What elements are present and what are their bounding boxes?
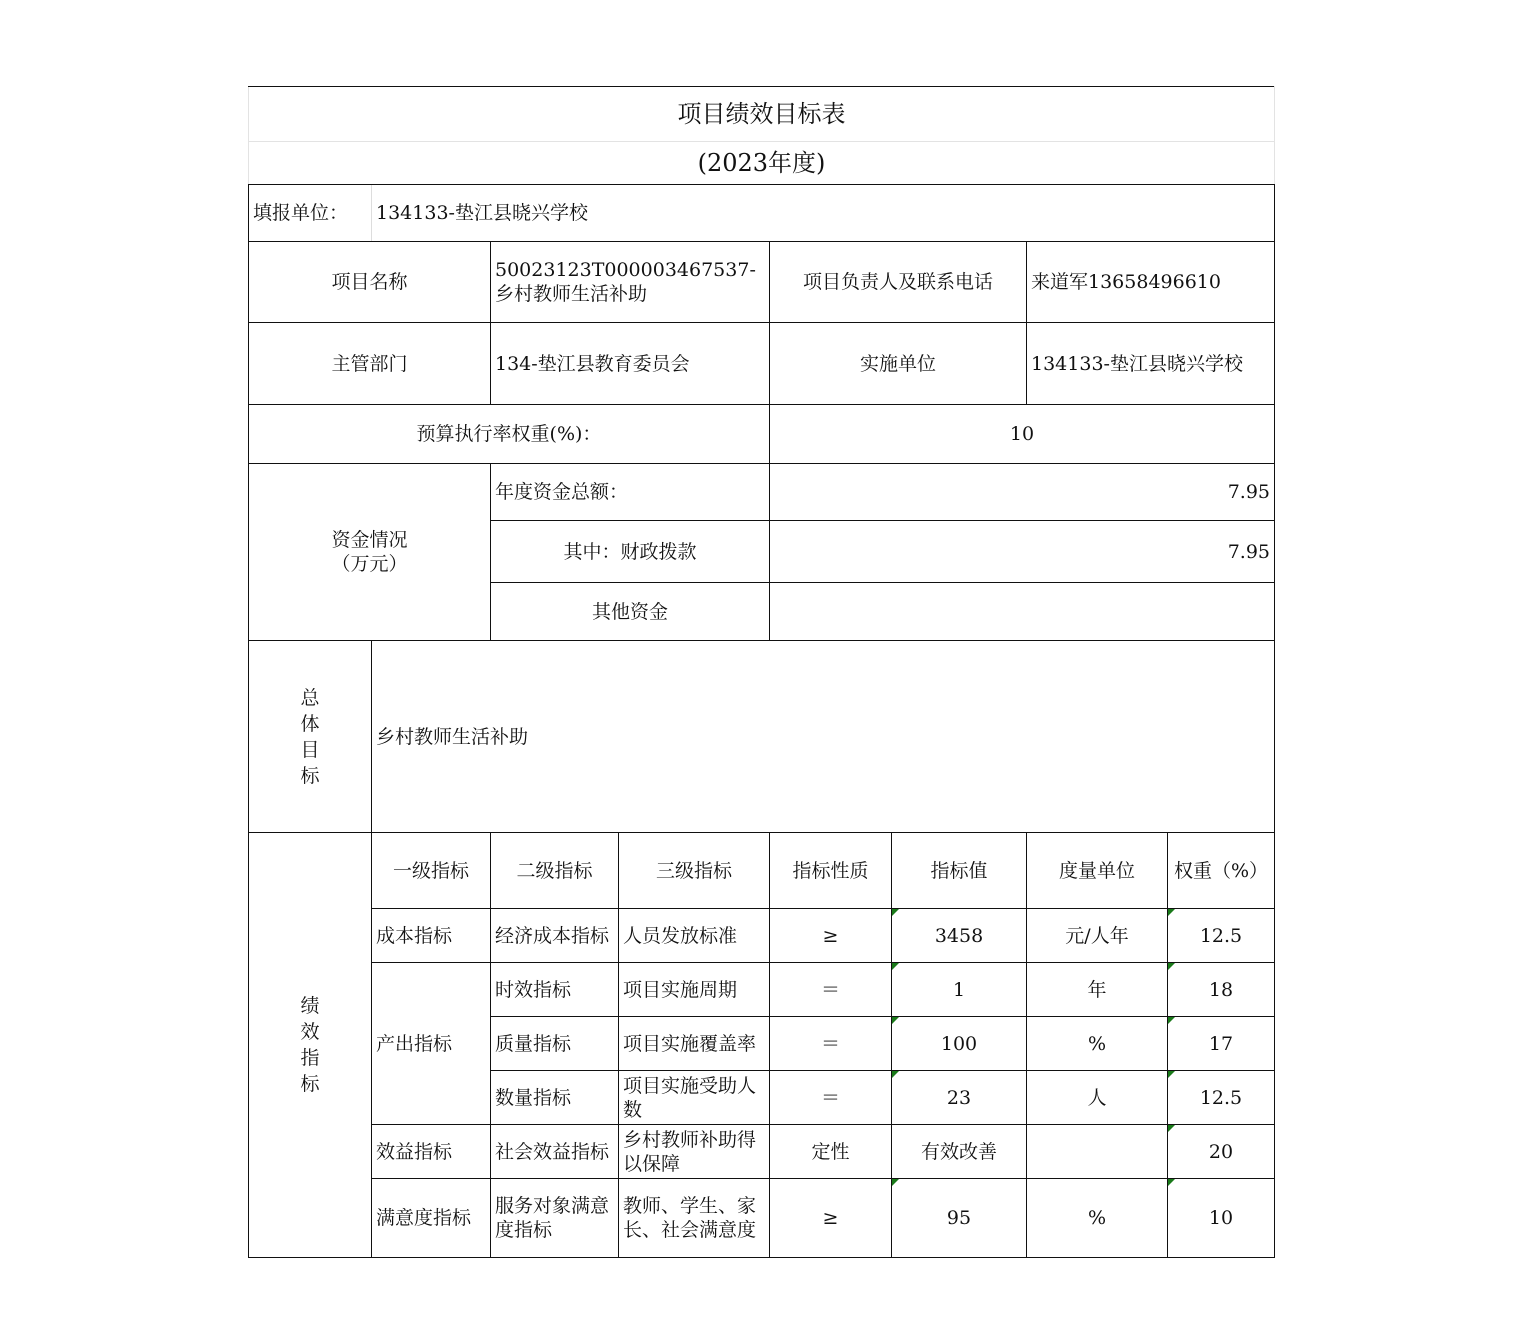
- table-row: [249, 963, 1275, 1017]
- overall-goal-label: 总 体 目 标: [300, 686, 320, 787]
- cell-weight: 12.5: [1168, 909, 1275, 963]
- indicators-label: 绩 效 指 标: [300, 995, 320, 1095]
- table-row: [249, 1125, 1275, 1179]
- performance-table: [248, 86, 1275, 1258]
- header-weight: 权重（%）: [1168, 833, 1275, 909]
- header-level1: 一级指标: [372, 833, 491, 909]
- funds-total-value: 7.95: [770, 464, 1275, 521]
- cell-level1: 成本指标: [372, 909, 491, 963]
- table-row: [249, 1179, 1275, 1258]
- cell-level2: 社会效益指标: [491, 1125, 619, 1179]
- header-value: 指标值: [892, 833, 1027, 909]
- project-lead-label: 项目负责人及联系电话: [770, 242, 1027, 323]
- project-name-label: 项目名称: [249, 242, 491, 323]
- cell-nature: ≥: [770, 909, 892, 963]
- cell-nature: ＝: [770, 963, 892, 1017]
- cell-level1: 产出指标: [372, 963, 491, 1125]
- header-level3: 三级指标: [619, 833, 770, 909]
- header-nature: 指标性质: [770, 833, 892, 909]
- funds-fiscal-label: 其中：财政拨款: [491, 521, 770, 583]
- cell-value: 100: [892, 1017, 1027, 1071]
- cell-level3: 教师、学生、家长、社会满意度: [619, 1179, 770, 1258]
- funds-fiscal-value: 7.95: [770, 521, 1275, 583]
- cell-level3: 项目实施受助人数: [619, 1071, 770, 1125]
- project-lead-value: 来道军13658496610: [1027, 242, 1275, 323]
- funds-label: 资金情况: [331, 529, 408, 551]
- cell-nature: 定性: [770, 1125, 892, 1179]
- funds-other-label: 其他资金: [491, 583, 770, 641]
- cell-level1: 满意度指标: [372, 1179, 491, 1258]
- cell-level2: 服务对象满意度指标: [491, 1179, 619, 1258]
- cell-level1: 效益指标: [372, 1125, 491, 1179]
- cell-level3: 项目实施覆盖率: [619, 1017, 770, 1071]
- cell-weight: 17: [1168, 1017, 1275, 1071]
- department-label: 主管部门: [249, 323, 491, 405]
- cell-level2: 时效指标: [491, 963, 619, 1017]
- implementer-value: 134133-垫江县晓兴学校: [1027, 323, 1275, 405]
- reporting-unit-label: 填报单位：: [249, 185, 372, 242]
- department-value: 134-垫江县教育委员会: [491, 323, 770, 405]
- cell-unit: 人: [1027, 1071, 1168, 1125]
- cell-nature: ＝: [770, 1071, 892, 1125]
- cell-unit: [1027, 1125, 1168, 1179]
- funds-unit: （万元）: [331, 553, 408, 575]
- table-year: (2023年度): [249, 142, 1275, 185]
- funds-total-label: 年度资金总额：: [491, 464, 770, 521]
- cell-weight: 12.5: [1168, 1071, 1275, 1125]
- indicators-label-cell: [249, 833, 372, 1258]
- cell-unit: 元/人年: [1027, 909, 1168, 963]
- cell-nature: ＝: [770, 1017, 892, 1071]
- header-unit: 度量单位: [1027, 833, 1168, 909]
- overall-goal-label-cell: [249, 641, 372, 833]
- cell-unit: %: [1027, 1179, 1168, 1258]
- cell-weight: 10: [1168, 1179, 1275, 1258]
- budget-weight-value: 10: [770, 405, 1275, 464]
- cell-value: 23: [892, 1071, 1027, 1125]
- cell-value: 1: [892, 963, 1027, 1017]
- cell-level2: 经济成本指标: [491, 909, 619, 963]
- cell-value: 有效改善: [892, 1125, 1027, 1179]
- cell-level2: 质量指标: [491, 1017, 619, 1071]
- overall-goal-value: 乡村教师生活补助: [372, 641, 1275, 833]
- table-title: 项目绩效目标表: [249, 87, 1275, 142]
- cell-level3: 项目实施周期: [619, 963, 770, 1017]
- cell-nature: ≥: [770, 1179, 892, 1258]
- performance-target-sheet: [248, 86, 1274, 1259]
- cell-weight: 20: [1168, 1125, 1275, 1179]
- reporting-unit-value: 134133-垫江县晓兴学校: [372, 185, 1275, 242]
- table-row: [249, 909, 1275, 963]
- funds-other-value: [770, 583, 1275, 641]
- cell-level2: 数量指标: [491, 1071, 619, 1125]
- cell-level3: 人员发放标准: [619, 909, 770, 963]
- header-level2: 二级指标: [491, 833, 619, 909]
- project-name-value: 50023123T000003467537-乡村教师生活补助: [491, 242, 770, 323]
- cell-value: 3458: [892, 909, 1027, 963]
- cell-value: 95: [892, 1179, 1027, 1258]
- cell-level3: 乡村教师补助得以保障: [619, 1125, 770, 1179]
- cell-unit: %: [1027, 1017, 1168, 1071]
- cell-unit: 年: [1027, 963, 1168, 1017]
- budget-weight-label: 预算执行率权重(%)：: [249, 405, 770, 464]
- implementer-label: 实施单位: [770, 323, 1027, 405]
- funds-label-cell: [249, 464, 491, 641]
- cell-weight: 18: [1168, 963, 1275, 1017]
